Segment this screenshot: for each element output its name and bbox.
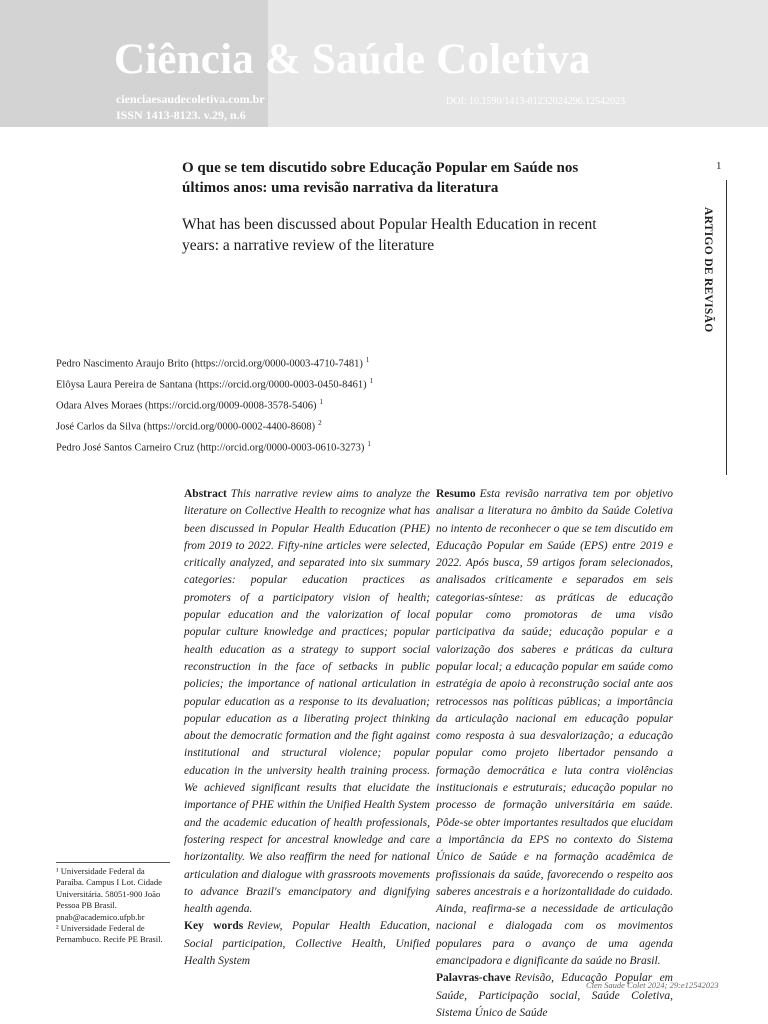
title-portuguese: O que se tem discutido sobre Educação Popular em Saúde nos últimos anos: uma revisão narrativa da literatura bbox=[182, 160, 579, 196]
palavras-chave-text: Revisão, Educação Popular em Saúde, Participação social, Saúde Coletiva, Sistema Único de Saúde bbox=[436, 972, 673, 1019]
title-english: What has been discussed about Popular Health Education in recent years: a narrative review of the literature bbox=[182, 216, 597, 254]
affiliations bbox=[56, 866, 171, 946]
author-list bbox=[56, 352, 373, 457]
page-number: 1 bbox=[716, 160, 722, 172]
palavras-chave-label: Palavras-chave bbox=[436, 972, 511, 985]
article-type-label: ARTIGO DE REVISÃO bbox=[702, 207, 714, 333]
author-line[interactable]: Pedro Nascimento Araujo Brito (https://orcid.org/0000-0003-4710-7481) $^1$ bbox=[56, 356, 370, 370]
affiliation-rule bbox=[56, 862, 170, 863]
affiliation-2: ² Universidade Federal de Pernambuco. Recife PE Brasil. bbox=[56, 923, 163, 945]
article-doi[interactable]: DOI: 10.1590/1413-81232024296.12542023 bbox=[446, 96, 626, 107]
affiliation-1: ¹ Universidade Federal da Paraíba. Campus I Lot. Cidade Universitária. 58051-900 João Pessoa PB Brasil. pnab@academico.ufpb.br bbox=[56, 866, 162, 922]
abstract-portuguese bbox=[436, 486, 673, 1022]
author-line[interactable]: Pedro José Santos Carneiro Cruz (http://orcid.org/0000-0003-0610-3273) $^1$ bbox=[56, 440, 371, 454]
citation-footer: Cien Saude Colet 2024; 29:e12542023 bbox=[586, 980, 719, 990]
author-line[interactable]: José Carlos da Silva (https://orcid.org/0000-0002-4400-8608) $^2$ bbox=[56, 419, 322, 433]
journal-website[interactable]: cienciaesaudecoletiva.com.br bbox=[116, 92, 265, 106]
journal-title: Ciência & Saúde Coletiva bbox=[114, 36, 591, 83]
keywords-label: Key words bbox=[184, 920, 244, 933]
journal-issn: ISSN 1413-8123. v.29, n.6 bbox=[116, 108, 246, 122]
author-line[interactable]: Odara Alves Moraes (https://orcid.org/0009-0008-3578-5406) $^1$ bbox=[56, 398, 324, 412]
side-rule bbox=[726, 180, 727, 475]
abstract-label: Abstract bbox=[184, 488, 227, 500]
resumo-label: Resumo bbox=[436, 488, 476, 500]
resumo-text: Esta revisão narrativa tem por objetivo analisar a literatura no âmbito da Saúde Coletiva no intento de reconhecer o que se tem discutido em Educação Popular em Saúde (EPS) entre 2019 e 2022. Após busca, 59 artigos foram selecionados, analisados criticamente e separados em seis categorias-síntese: as práticas de educação popular como promotoras de uma visão participativa da saúde; educação popular e a valorização dos saberes e práticas da cultura popular local; a educação popular em saúde como estratégia de apoio à reconstrução social ante aos retrocessos nas políticas públicas; a importância da articulação nacional em educação popular como resposta à sua desvalorização; a educação popular como projeto libertador pensando a formação democrática e luta contra violências institucionais e estruturais; educação popular no processo de formação universitária em saúde. Pôde-se obter importantes resultados que elucidam a importância da EPS no contexto do Sistema Único de Saúde e na formação acadêmica de profissionais da saúde, favorecendo o respeito aos saberes ancestrais e a horizontalidade do cuidado. Ainda, reafirma-se a necessidade de articulação nacional e dialogada com os movimentos populares para o avanço de uma agenda emancipadora e dignificante da saúde no Brasil. bbox=[436, 488, 673, 968]
keywords-text: Review, Popular Health Education, Social participation, Collective Health, Unified Health System bbox=[184, 920, 430, 968]
abstract-english bbox=[184, 486, 430, 970]
author-line[interactable]: Elôysa Laura Pereira de Santana (https://orcid.org/0000-0003-0450-8461) $^1$ bbox=[56, 377, 374, 391]
abstract-text: This narrative review aims to analyze the literature on Collective Health to recognize what has been discussed in Popular Health Education (PHE) from 2019 to 2022. Fifty-nine articles were selected, critically analyzed, and separated into six summary categories: popular education practices as promoters of a participatory vision of health; popular education and the valorization of local popular culture knowledge and practices; popular health education as a strategy to support social reconstruction in the face of setbacks in public policies; the importance of national articulation in popular education as a response to its devaluation; popular education as a liberating project thinking about the democratic formation and the fight against institutional and structural violence; popular education in the university health training process. We achieved significant results that elucidate the importance of PHE within the Unified Health System and the academic education of health professionals, fostering respect for ancestral knowledge and care horizontality. We also reaffirm the need for national articulation and dialogue with grassroots movements to advance Brazil's emancipatory and dignifying health agenda. bbox=[184, 488, 430, 916]
